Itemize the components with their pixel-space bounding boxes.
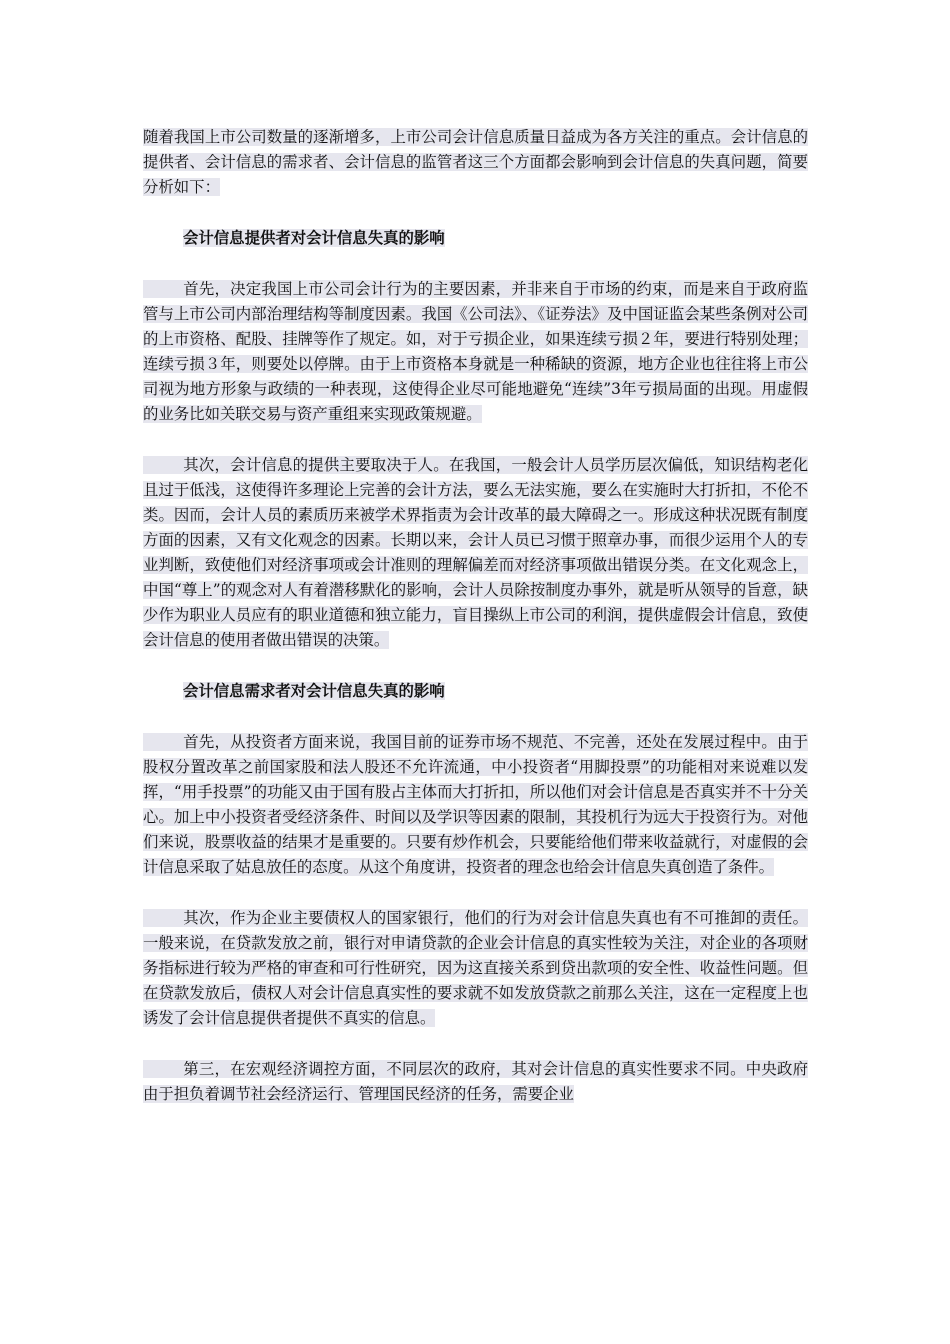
section1-paragraph-2-text: 其次，会计信息的提供主要取决于人。在我国，一般会计人员学历层次偏低，知识结构老化且过于低浅，这使得许多理论上完善的会计方法，要么无法实施，要么在实施时大打折扣，不伦不类。因而，会计人员的素质历来被学术界指责为会计改革的最大障碍之一。形成这种状况既有制度方面的因素，又有文化观念的因素。长期以来，会计人员已习惯于照章办事，而很少运用个人的专业判断，致使他们对经济事项或会计准则的理解偏差而对经济事项做出错误分类。在文化观念上，中国“尊上”的观念对人有着潜移默化的影响，会计人员除按制度办事外，就是听从领导的旨意，缺少作为职业人员应有的职业道德和独立能力，盲目操纵上市公司的利润，提供虚假会计信息，致使会计信息的使用者做出错误的决策。 [143, 456, 808, 649]
section2-paragraph-1 [143, 730, 808, 880]
section1-paragraph-1 [143, 277, 808, 427]
section1-paragraph-2 [143, 453, 808, 653]
section2-heading [143, 679, 808, 704]
section2-paragraph-3-text: 第三，在宏观经济调控方面，不同层次的政府，其对会计信息的真实性要求不同。中央政府由于担负着调节社会经济运行、管理国民经济的任务，需要企业 [143, 1060, 808, 1103]
section2-paragraph-2-text: 其次，作为企业主要债权人的国家银行，他们的行为对会计信息失真也有不可推卸的责任。一般来说，在贷款发放之前，银行对申请贷款的企业会计信息的真实性较为关注，对企业的各项财务指标进行较为严格的审查和可行性研究，因为这直接关系到贷出款项的安全性、收益性问题。但在贷款发放后，债权人对会计信息真实性的要求就不如发放贷款之前那么关注，这在一定程度上也诱发了会计信息提供者提供不真实的信息。 [143, 909, 808, 1027]
document-body [143, 125, 808, 1107]
section2-paragraph-2 [143, 906, 808, 1031]
section2-heading-text: 会计信息需求者对会计信息失真的影响 [183, 682, 445, 700]
section2-paragraph-3 [143, 1057, 808, 1107]
section1-heading [143, 226, 808, 251]
intro-text: 随着我国上市公司数量的逐渐增多，上市公司会计信息质量日益成为各方关注的重点。会计信息的提供者、会计信息的需求者、会计信息的监管者这三个方面都会影响到会计信息的失真问题，简要分析如下： [143, 128, 808, 196]
intro-paragraph [143, 125, 808, 200]
section1-heading-text: 会计信息提供者对会计信息失真的影响 [183, 229, 445, 247]
section1-paragraph-1-text: 首先，决定我国上市公司会计行为的主要因素，并非来自于市场的约束，而是来自于政府监管与上市公司内部治理结构等制度因素。我国《公司法》、《证券法》及中国证监会某些条例对公司的上市资格、配股、挂牌等作了规定。如，对于亏损企业，如果连续亏损２年，要进行特别处理；连续亏损３年，则要处以停牌。由于上市资格本身就是一种稀缺的资源，地方企业也往往将上市公司视为地方形象与政绩的一种表现，这使得企业尽可能地避免“连续”3年亏损局面的出现。用虚假的业务比如关联交易与资产重组来实现政策规避。 [143, 280, 808, 423]
section2-paragraph-1-text: 首先，从投资者方面来说，我国目前的证券市场不规范、不完善，还处在发展过程中。由于股权分置改革之前国家股和法人股还不允许流通，中小投资者“用脚投票”的功能相对来说难以发挥，“用手投票”的功能又由于国有股占主体而大打折扣，所以他们对会计信息是否真实并不十分关心。加上中小投资者受经济条件、时间以及学识等因素的限制，其投机行为远大于投资行为。对他们来说，股票收益的结果才是重要的。只要有炒作机会，只要能给他们带来收益就行，对虚假的会计信息采取了姑息放任的态度。从这个角度讲，投资者的理念也给会计信息失真创造了条件。 [143, 733, 808, 876]
